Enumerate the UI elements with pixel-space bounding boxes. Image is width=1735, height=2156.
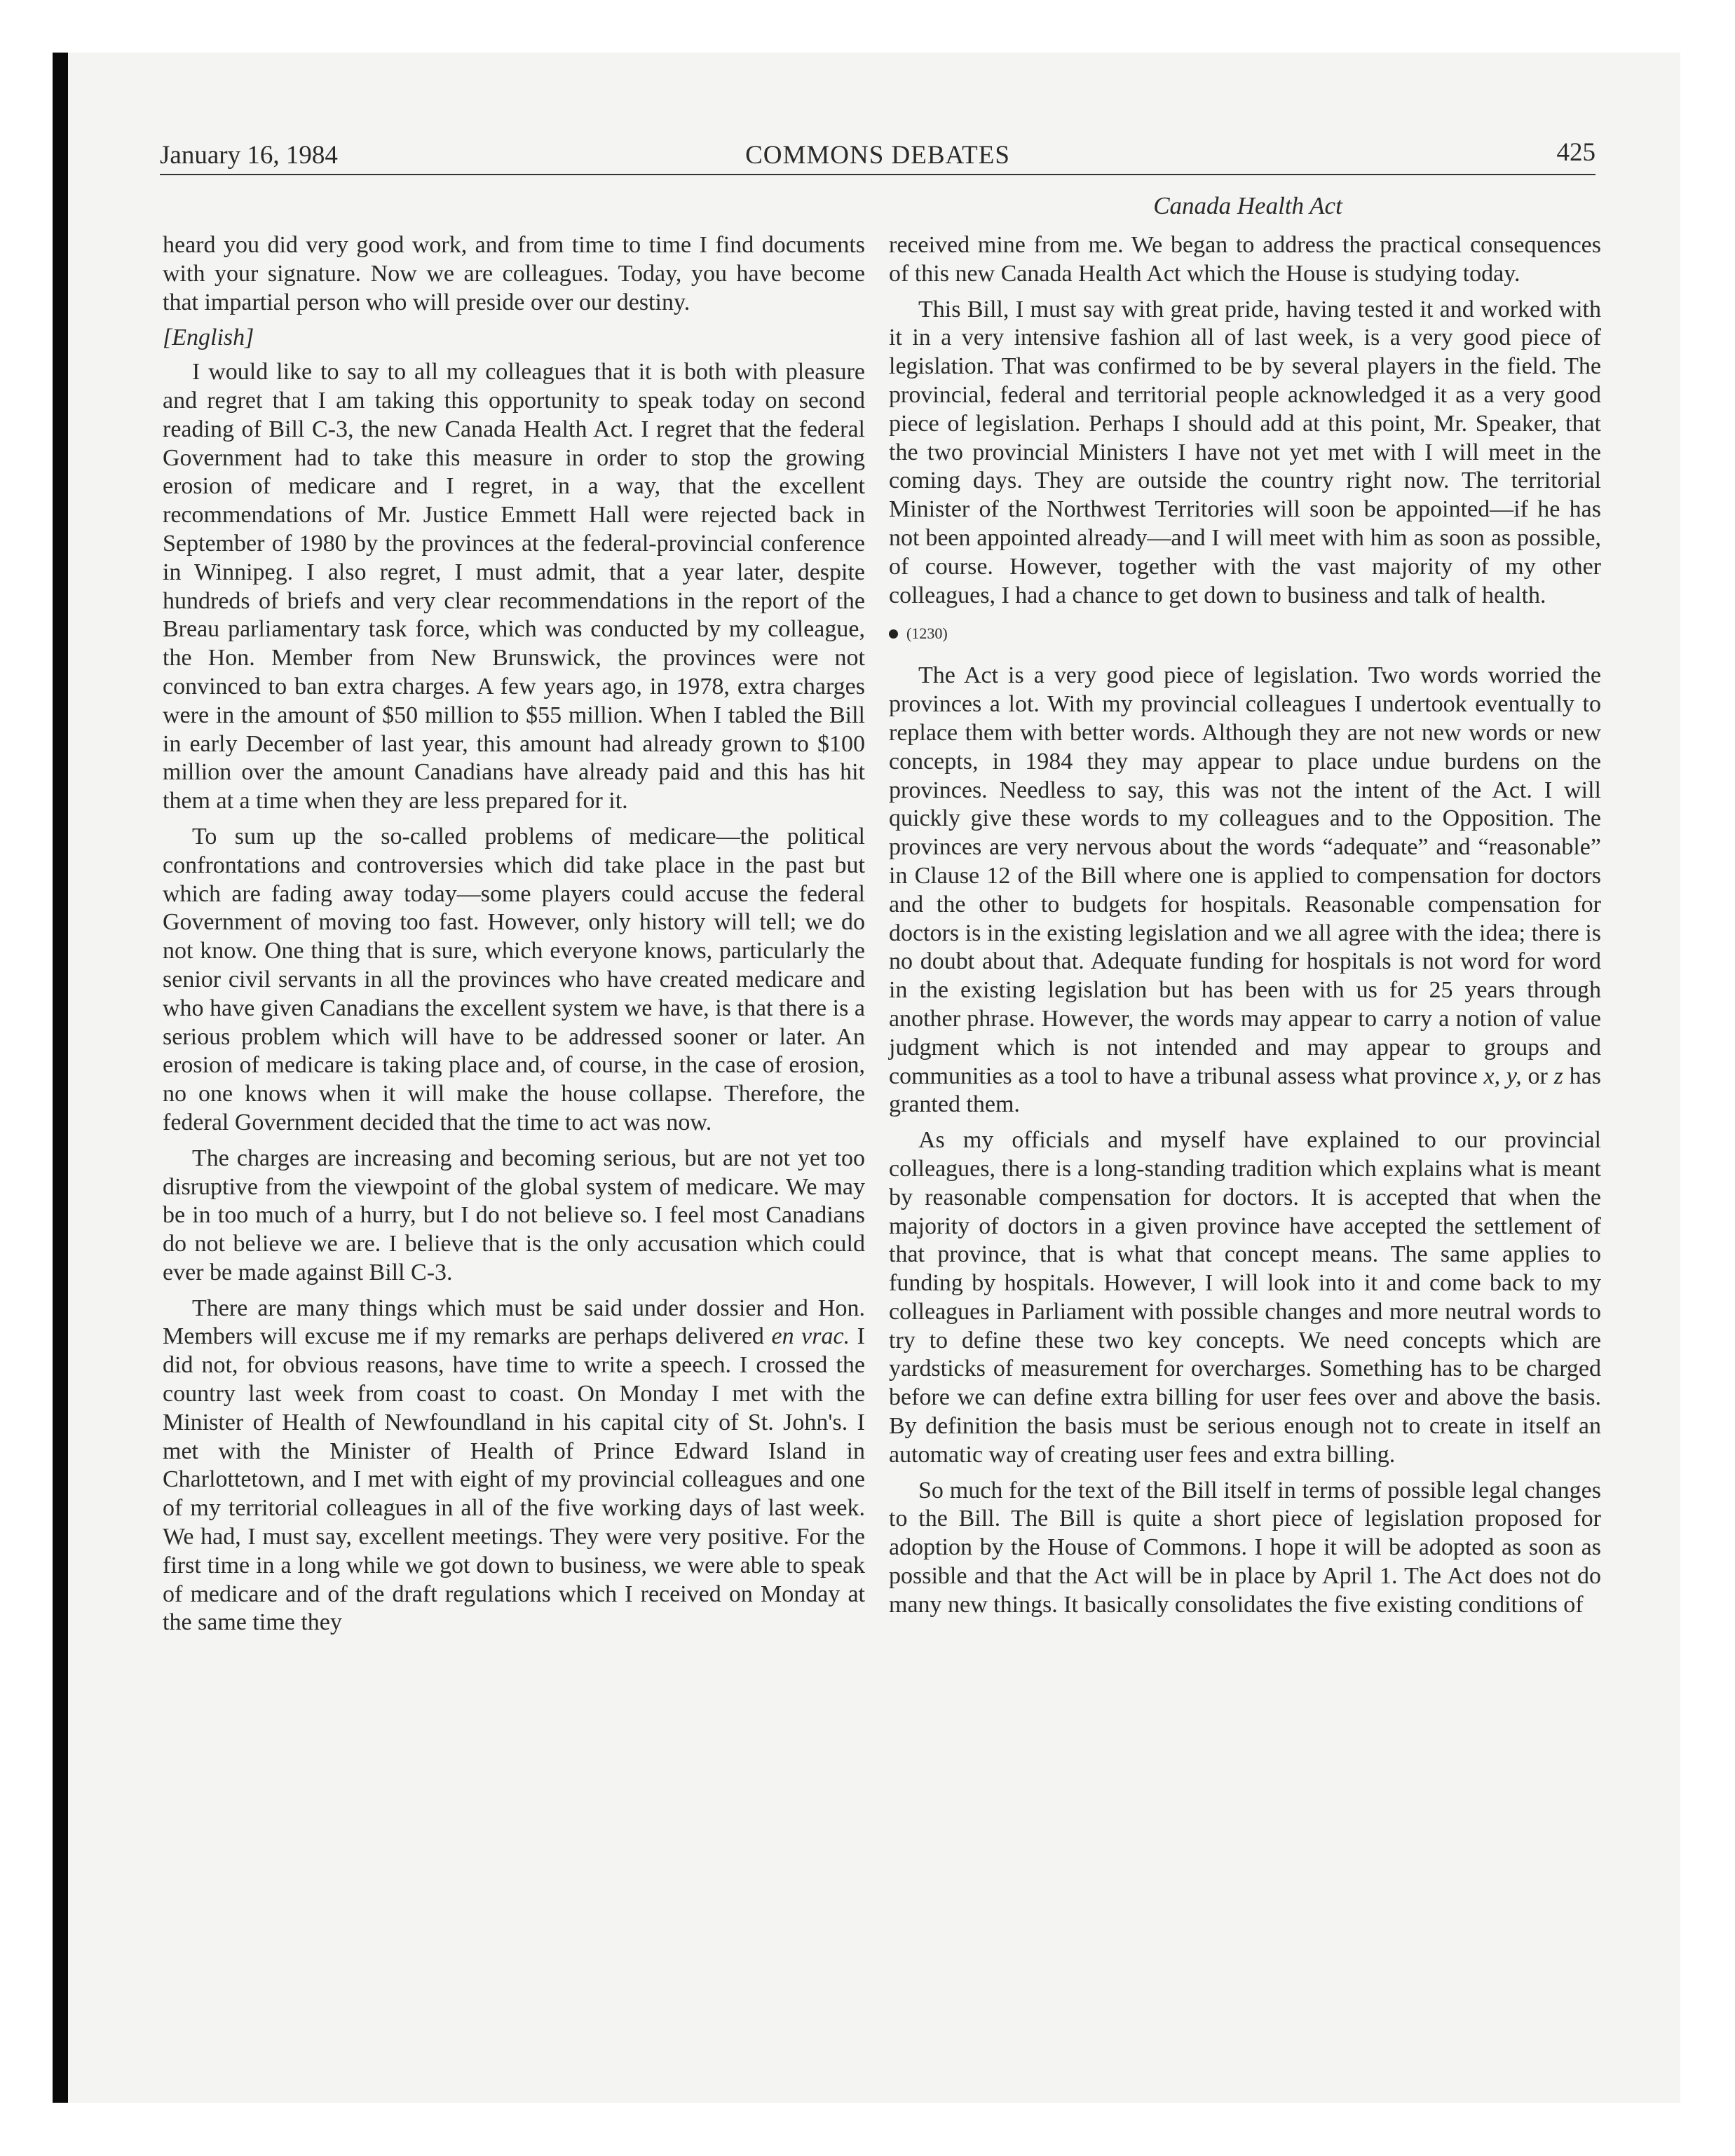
section-subheading: Canada Health Act bbox=[1153, 192, 1342, 219]
paragraph: As my officials and myself have explained to our provincial colleagues, there is a long-standing tradition which explains what is meant by reasonable compensation for doctors. It is accepted that when the majority of doctors in a given province have accepted the settlement of that province, that is what that concept means. The same applies to funding by hospitals. However, I will look into it and come back to my colleagues in Parliament with possible changes and more neutral words to try to define these two key concepts. We need concepts which are yardsticks of measurement for overcharges. Something has to be charged before we can define extra billing for user fees over and above the basis. By definition the basis must be serious enough not to create in itself an automatic way of creating user fees and extra billing. bbox=[889, 1127, 1601, 1468]
paragraph: received mine from me. We began to address the practical consequences of this new Canada Health Act which the House is studying today. bbox=[889, 232, 1601, 287]
paragraph bbox=[163, 1295, 865, 1638]
header-page-number: 425 bbox=[1556, 138, 1595, 167]
paragraph-text: There are many things which must be said under dossier and Hon. Members will excuse me if my remarks are perhaps delivered bbox=[163, 1295, 865, 1350]
paragraph: So much for the text of the Bill itself in terms of possible legal changes to the Bill. The Bill is quite a short piece of legislation proposed for adoption by the House of Commons. I hope it will be adopted as soon as possible and that the Act will be in place by April 1. The Act does not do many new things. It basically consolidates the five existing conditions of bbox=[889, 1477, 1601, 1618]
paragraph bbox=[889, 662, 1601, 1119]
paragraph: This Bill, I must say with great pride, having tested it and worked with it in a very intensive fashion all of last week, is a very good piece of legislation. That was confirmed to be by several players in the field. The provincial, federal and territorial people acknowledged it as a very good piece of legislation. Perhaps I should add at this point, Mr. Speaker, that the two provincial Ministers I have not yet met with I will meet in the coming days. They are outside the country right now. The territorial Minister of the Northwest Territories will soon be appointed—if he has not been appointed already—and I will meet with him as soon as possible, of course. However, together with the vast majority of my other colleagues, I had a chance to get down to business and talk of health. bbox=[889, 296, 1601, 608]
right-column bbox=[889, 231, 1601, 1627]
time-marker bbox=[889, 620, 1601, 648]
italic-phrase: x, y, bbox=[1483, 1063, 1522, 1089]
left-column bbox=[163, 231, 865, 1644]
paragraph: heard you did very good work, and from time to time I find documents with your signature. Now we are colleagues. Today, you have become that impartial person who will preside over our destiny. bbox=[163, 232, 865, 315]
scan-edge bbox=[53, 53, 68, 2103]
language-marker: [English] bbox=[163, 325, 254, 351]
paragraph-text: has granted them. bbox=[889, 1063, 1601, 1118]
paragraph: I would like to say to all my colleagues that it is both with pleasure and regret that I am taking this opportunity to speak today on second reading of Bill C-3, the new Canada Health Act. I regret that the federal Government had to take this measure in order to stop the growing erosion of medicare and I regret, in a way, that the excellent recommendations of Mr. Justice Emmett Hall were rejected back in September of 1980 by the provinces at the federal-provincial conference in Winnipeg. I also regret, I must admit, that a year later, despite hundreds of briefs and very clear recommendations in the report of the Breau parliamentary task force, which was conducted by my colleague, the Hon. Member from New Brunswick, the provinces were not convinced to ban extra charges. A few years ago, in 1978, extra charges were in the amount of $50 million to $55 million. When I tabled the Bill in early December of last year, this amount had already grown to $100 million over the amount Canadians have already paid and this has hit them at a time when they are less prepared for it. bbox=[163, 359, 865, 814]
bullet-icon bbox=[889, 629, 898, 639]
paragraph-text: or bbox=[1521, 1063, 1554, 1089]
time-marker-label: (1230) bbox=[906, 625, 948, 643]
header-date: January 16, 1984 bbox=[160, 141, 338, 170]
italic-phrase: en vrac. bbox=[771, 1323, 850, 1350]
paragraph: The charges are increasing and becoming serious, but are not yet too disruptive from the viewpoint of the global system of medicare. We may be in too much of a hurry, but I do not believe so. I feel most Canadians do not believe we are. I believe that is the only accusation which could ever be made against Bill C-3. bbox=[163, 1145, 865, 1285]
paragraph: To sum up the so-called problems of medicare—the political confrontations and controversies which did take place in the past but which are fading away today—some players could accuse the federal Government of moving too fast. However, only history will tell; we do not know. One thing that is sure, which everyone knows, particularly the senior civil servants in all the provinces who have created medicare and who have given Canadians the excellent system we have, is that there is a serious problem which will have to be addressed sooner or later. An erosion of medicare is taking place and, of course, in the case of erosion, no one knows when it will make the house collapse. Therefore, the federal Government decided that the time to act was now. bbox=[163, 823, 865, 1135]
italic-phrase: z bbox=[1553, 1063, 1563, 1089]
header-title: COMMONS DEBATES bbox=[745, 141, 1010, 170]
paragraph-text: I did not, for obvious reasons, have time to write a speech. I crossed the country last week from coast to coast. On Monday I met with the Minister of Health of Newfoundland in his capital city of St. John's. I met with the Minister of Health of Prince Edward Island in Charlottetown, and I met with eight of my provincial colleagues and one of my territorial colleagues in all of the five working days of last week. We had, I must say, excellent meetings. They were very positive. For the first time in a long while we got down to business, we were able to speak of medicare and of the draft regulations which I received on Monday at the same time they bbox=[163, 1323, 865, 1636]
paragraph-text: The Act is a very good piece of legislation. Two words worried the provinces a lot. With my provincial colleagues I undertook eventually to replace them with better words. Although they are not new words or new concepts, in 1984 they may appear to place undue burdens on the provinces. Needless to say, this was not the intent of the Act. I will quickly give these words to my colleagues and to the Opposition. The provinces are very nervous about the words “adequate” and “reasonable” in Clause 12 of the Bill where one is applied to compensation for doctors and the other to budgets for hospitals. Reasonable compensation for doctors is in the existing legislation and we all agree with the idea; there is no doubt about that. Adequate funding for hospitals is not word for word in the existing legislation but has been with us for 25 years through another phrase. However, the words may appear to carry a notion of value judgment which is not intended and may appear to groups and communities as a tool to have a tribunal assess what province bbox=[889, 662, 1601, 1089]
page-header bbox=[160, 137, 1595, 175]
